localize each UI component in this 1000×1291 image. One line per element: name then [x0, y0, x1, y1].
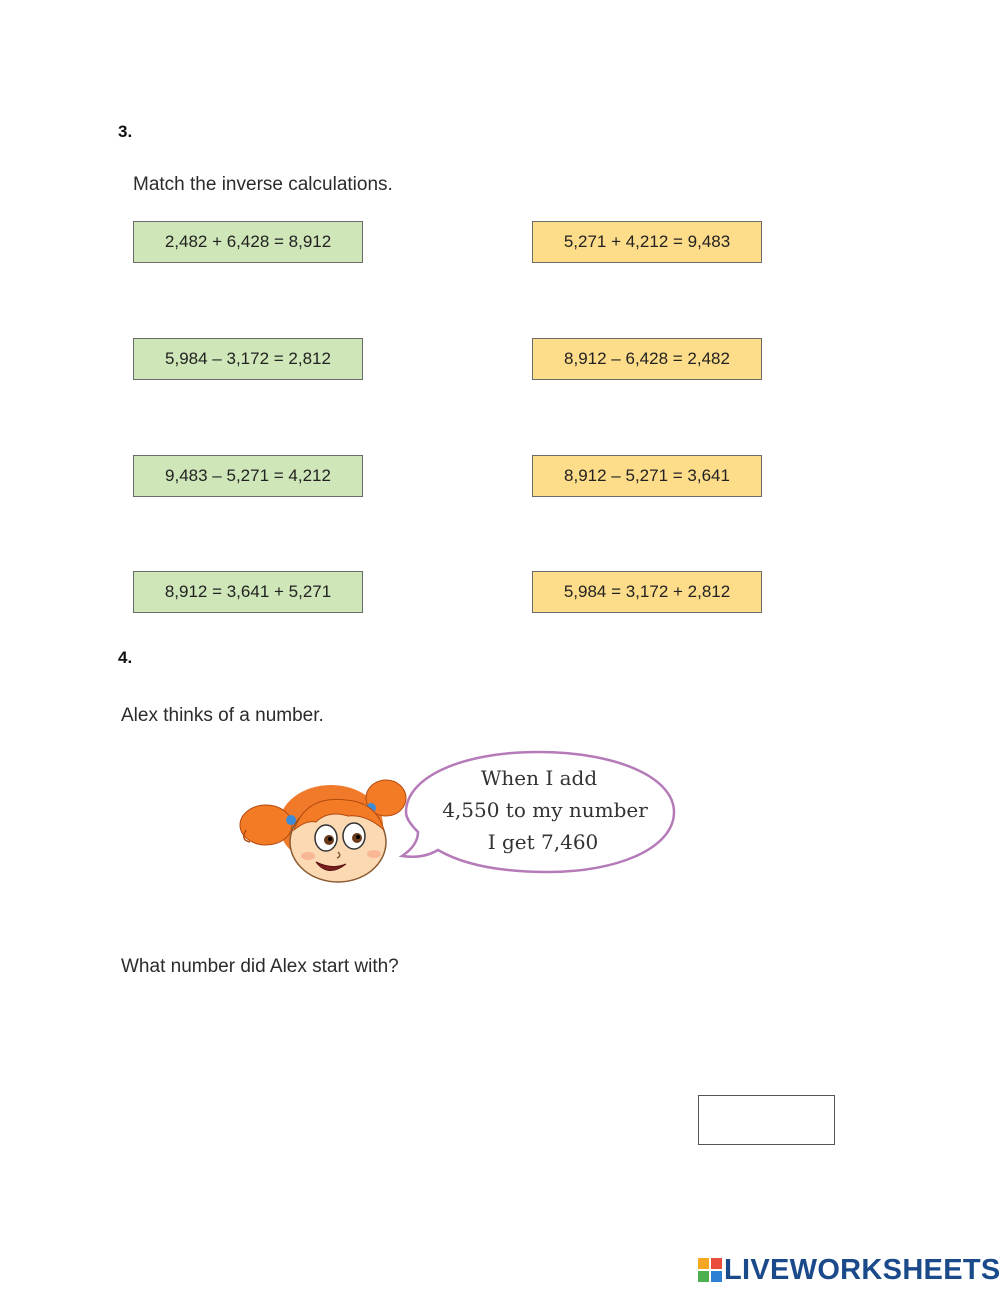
speech-line-2: 4,550 to my number	[442, 798, 648, 822]
answer-input[interactable]	[698, 1095, 835, 1145]
speech-line-3: I get 7,460	[487, 830, 599, 854]
question-4-prompt: What number did Alex start with?	[121, 956, 399, 977]
liveworksheets-logo-icon	[698, 1258, 722, 1282]
left-calc-box-4[interactable]: 8,912 = 3,641 + 5,271	[133, 571, 363, 613]
question-4-intro: Alex thinks of a number.	[121, 705, 324, 726]
brand-name: LIVEWORKSHEETS	[724, 1253, 1000, 1286]
left-calc-box-3[interactable]: 9,483 – 5,271 = 4,212	[133, 455, 363, 497]
speech-line-1: When I add	[480, 766, 598, 790]
question-3-instruction: Match the inverse calculations.	[133, 174, 393, 195]
liveworksheets-logo	[698, 1255, 1000, 1285]
alex-girl-illustration	[236, 770, 416, 890]
right-calc-box-2[interactable]: 8,912 – 6,428 = 2,482	[532, 338, 762, 380]
left-calc-box-2[interactable]: 5,984 – 3,172 = 2,812	[133, 338, 363, 380]
question-4-number: 4.	[118, 648, 133, 667]
right-calc-box-1[interactable]: 5,271 + 4,212 = 9,483	[532, 221, 762, 263]
right-calc-box-3[interactable]: 8,912 – 5,271 = 3,641	[532, 455, 762, 497]
question-3-number: 3.	[118, 122, 133, 141]
right-calc-box-4[interactable]: 5,984 = 3,172 + 2,812	[532, 571, 762, 613]
left-calc-box-1[interactable]: 2,482 + 6,428 = 8,912	[133, 221, 363, 263]
